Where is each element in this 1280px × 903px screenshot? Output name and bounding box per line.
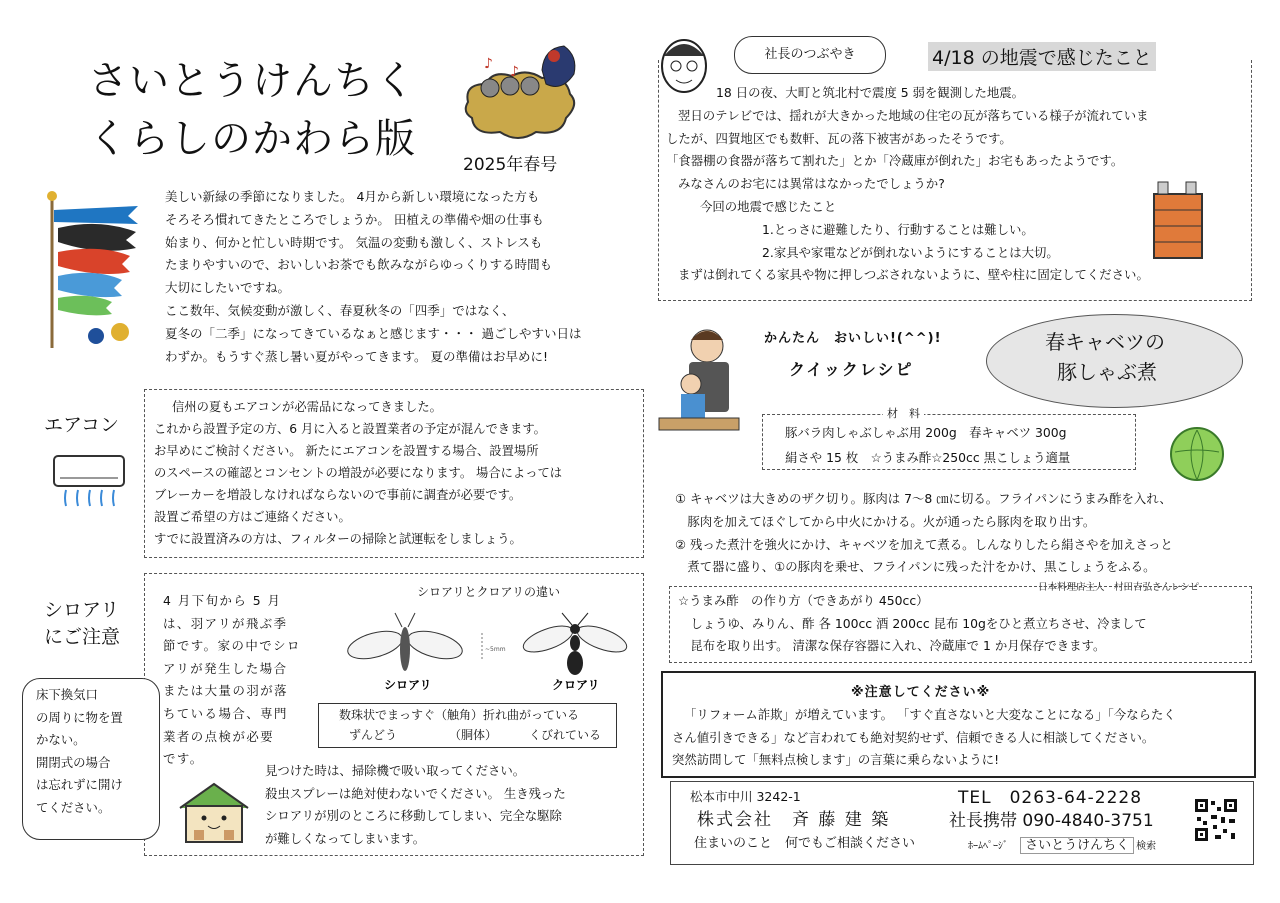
company-tel: TEL 0263-64-2228 — [958, 788, 1143, 808]
ant-comparison-illustration — [340, 605, 630, 695]
recipe-step-line: ① キャベツは大きめのザク切り。豚肉は 7～8 ㎝に切る。フライパンにうまみ酢を入れ、 — [675, 491, 1172, 506]
title-line-2: くらしのかわら版 — [88, 116, 416, 162]
aircon-line: これから設置予定の方、6 月に入ると設置業者の予定が混んできます。 — [154, 422, 546, 436]
ingredients-text — [785, 420, 1070, 470]
president-line: したが、四賀地区でも数軒、瓦の落下被害があったそうです。 — [666, 130, 1012, 146]
bubble-line: 床下換気口 — [36, 687, 98, 702]
ingredients-line: 絹さや 15 枚 ☆うまみ酢☆250cc 黒こしょう適量 — [785, 450, 1071, 465]
ant-scale-label: ~5mm — [485, 646, 506, 653]
termite-text-2 — [265, 760, 637, 850]
intro-line: ここ数年、気候変動が激しく、春夏秋冬の「四季」ではなく、 — [165, 302, 515, 318]
warning-title: ※注意してください※ — [851, 685, 991, 700]
homepage-search-suffix: 検索 — [1136, 841, 1157, 852]
termite-line: ちている場合、専門 — [163, 705, 288, 721]
svg-text:♪: ♪ — [484, 56, 493, 72]
president-mobile: 社長携帯 090-4840-3751 — [949, 811, 1154, 831]
warning-text — [672, 704, 1247, 772]
termite-line: アリが発生した場合 — [163, 660, 288, 676]
umami-vinegar-text — [678, 590, 1248, 658]
homepage-label: ﾎｰﾑﾍﾟｰｼﾞ — [968, 841, 1008, 852]
svg-text:♪: ♪ — [510, 64, 519, 80]
cooking-illustration — [655, 322, 755, 438]
recipe-name-line2: 豚しゃぶ煮 — [1057, 360, 1157, 384]
carp-streamer-illustration — [40, 188, 145, 358]
termite-line2: シロアリが別のところに移動してしまい、完全な駆除 — [265, 808, 562, 823]
company-name: 株式会社 斉 藤 建 築 — [697, 810, 891, 830]
aircon-line: のスペースの確認とコンセントの増設が必要になります。 場合によっては — [154, 466, 563, 480]
newsletter-title — [88, 52, 416, 168]
umami-line: ☆うまみ酢 の作り方（できあがり 450cc） — [678, 593, 929, 608]
ingredients-line: 豚バラ肉しゃぶしゃぶ用 200g 春キャベツ 300g — [785, 425, 1067, 440]
bubble-line: 開閉式の場合 — [36, 754, 111, 770]
intro-line: 大切にしたいですね。 — [165, 280, 291, 296]
issue-label: 2025年春号 — [463, 155, 558, 175]
termite-line: です。 — [163, 751, 204, 767]
ant-table-row1: 数珠状でまっすぐ（触角）折れ曲がっている — [339, 708, 580, 722]
black-ant-label: クロアリ — [552, 678, 600, 692]
warning-line: 突然訪問して「無料点検します」の言葉に乗らないように! — [672, 752, 1000, 768]
intro-line: わずか。もうすぐ蒸し暑い夏がやってきます。 夏の準備はお早めに! — [165, 348, 548, 364]
intro-line: そろそろ慣れてきたところでしょうか。 田植えの準備や畑の仕事も — [165, 211, 544, 227]
president-line: 18 日の夜、大町と筑北村で震度 5 弱を観測した地震。 — [716, 85, 1025, 100]
recipe-credit: 日本料理店主人 村田吉弘さんレシピ — [1038, 582, 1200, 593]
umami-line: しょうゆ、みりん、酢 各 100cc 酒 200cc 昆布 10gをひと煮立ちさせ、冷まして — [678, 615, 1147, 631]
house-character-illustration — [174, 780, 254, 846]
president-line: みなさんのお宅には異常はなかったでしょうか? — [678, 176, 945, 192]
termite-line: 節です。家の中でシロ — [163, 638, 301, 654]
warning-line: さん値引きできる」など言われても絶対契約せず、信頼できる人に相談してください。 — [672, 729, 1155, 745]
recipe-heading-2: クイックレシピ — [789, 360, 914, 379]
cabbage-illustration — [1165, 422, 1229, 482]
cabinet-illustration — [1150, 178, 1208, 260]
president-line: まずは倒れてくる家具や物に押しつぶされないように、壁や柱に固定してください。 — [678, 267, 1149, 283]
bubble-line: かない。 — [36, 732, 86, 748]
aircon-line: 設置ご希望の方はご連絡ください。 — [154, 510, 351, 524]
company-address: 松本市中川 3242-1 — [690, 789, 801, 804]
recipe-step-line: 煮て器に盛り、①の豚肉を乗せ、フライパンに残った汁をかけ、黒こしょうをふる。 — [675, 559, 1156, 575]
aircon-line: ブレーカーを増設しなければならないので事前に調査が必要です。 — [154, 488, 522, 502]
ant-table-cell: （胴体） — [449, 728, 498, 742]
termite-line2: が難しくなってしまいます。 — [265, 830, 426, 846]
intro-line: 始まり、何かと忙しい時期です。 気温の変動も激しく、ストレスも — [165, 234, 543, 250]
president-title: 4/18 の地震で感じたこと — [928, 42, 1156, 71]
termite-ant-label: シロアリ — [384, 678, 432, 692]
ant-compare-title: シロアリとクロアリの違い — [417, 585, 561, 599]
ant-table-cell: ずんどう — [349, 728, 398, 742]
recipe-step-line: 豚肉を加えてほぐしてから中火にかける。火が通ったら豚肉を取り出す。 — [675, 513, 1096, 529]
termite-line: 4 月下旬から 5 月 — [163, 593, 282, 608]
recipe-step-line: ② 残った煮汁を強火にかけ、キャベツを加えて煮る。しんなりしたら絹さやを加えさっと — [675, 536, 1173, 552]
bubble-line: は忘れずに開け — [36, 777, 123, 793]
recipe-name — [1045, 327, 1165, 387]
swallow-nest-illustration — [462, 40, 582, 145]
title-line-1: さいとうけんちく — [88, 58, 416, 104]
president-line: 1.とっさに避難したり、行動することは難しい。 — [762, 221, 1034, 237]
vent-tip-text — [36, 684, 156, 820]
termite-line2: 殺虫スプレーは絶対使わないでください。 生き残った — [265, 785, 566, 801]
termite-label-line1: シロアリ — [44, 599, 120, 621]
recipe-heading-1: かんたん おいしい!(^^)! — [764, 331, 942, 346]
intro-line: たまりやすいので、おいしいお茶でも飲みながらゆっくりする時間も — [165, 257, 553, 273]
air-conditioner-icon — [52, 452, 128, 510]
intro-paragraph — [165, 186, 630, 368]
aircon-text — [154, 396, 639, 550]
homepage-search-term: さいとうけんちく — [1020, 837, 1134, 854]
homepage-search — [968, 834, 1156, 853]
ant-compare-table — [318, 703, 617, 748]
intro-line: 美しい新緑の季節になりました。 4月から新しい環境になった方も — [165, 189, 540, 204]
termite-label-line2: にご注意 — [44, 626, 121, 648]
company-tagline: 住まいのこと 何でもご相談ください — [694, 836, 916, 851]
umami-line: 昆布を取り出す。 清潔な保存容器に入れ、冷蔵庫で 1 か月保存できます。 — [678, 638, 1106, 653]
termite-line2: 見つけた時は、掃除機で吸い取ってください。 — [265, 763, 526, 778]
recipe-name-line1: 春キャベツの — [1045, 330, 1165, 354]
president-line: 翌日のテレビでは、揺れが大きかった地域の住宅の瓦が落ちている様子が流れていま — [678, 107, 1149, 123]
president-line: 2.家具や家電などが倒れないようにすることは大切。 — [762, 244, 1059, 260]
president-line: 今回の地震で感じたこと — [700, 198, 837, 214]
intro-line: 夏冬の「二季」になってきているなぁと感じます・・・ 過ごしやすい日は — [165, 325, 582, 341]
termite-line: は、羽アリが飛ぶ季 — [163, 615, 288, 631]
qr-code-icon — [1193, 797, 1239, 843]
termite-line: または大量の羽が落 — [163, 683, 289, 699]
termite-label — [44, 597, 120, 651]
president-tag: 社長のつぶやき — [734, 36, 886, 74]
aircon-label: エアコン — [44, 414, 120, 436]
ant-table-row2 — [319, 723, 616, 743]
termite-line: 業者の点検が必要 — [163, 728, 275, 744]
termite-text — [163, 590, 311, 771]
ant-table-cell: くびれている — [529, 728, 602, 742]
bubble-line: てください。 — [36, 799, 111, 815]
president-line: 「食器棚の食器が落ちて割れた」とか「冷蔵庫が倒れた」お宅もあったようです。 — [666, 153, 1124, 169]
aircon-line: 信州の夏もエアコンが必需品になってきました。 — [172, 400, 442, 414]
ingredients-label: 材 料 — [883, 405, 924, 421]
warning-line: 「リフォーム詐欺」が増えています。 「すぐ直さないと大変なことになる」「今ならたく — [684, 707, 1176, 722]
recipe-steps — [675, 488, 1250, 579]
bubble-line: の周りに物を置 — [36, 709, 123, 725]
aircon-line: すでに設置済みの方は、フィルターの掃除と試運転をしましょう。 — [154, 532, 522, 546]
aircon-line: お早めにご検討ください。 新たにエアコンを設置する場合、設置場所 — [154, 444, 539, 458]
